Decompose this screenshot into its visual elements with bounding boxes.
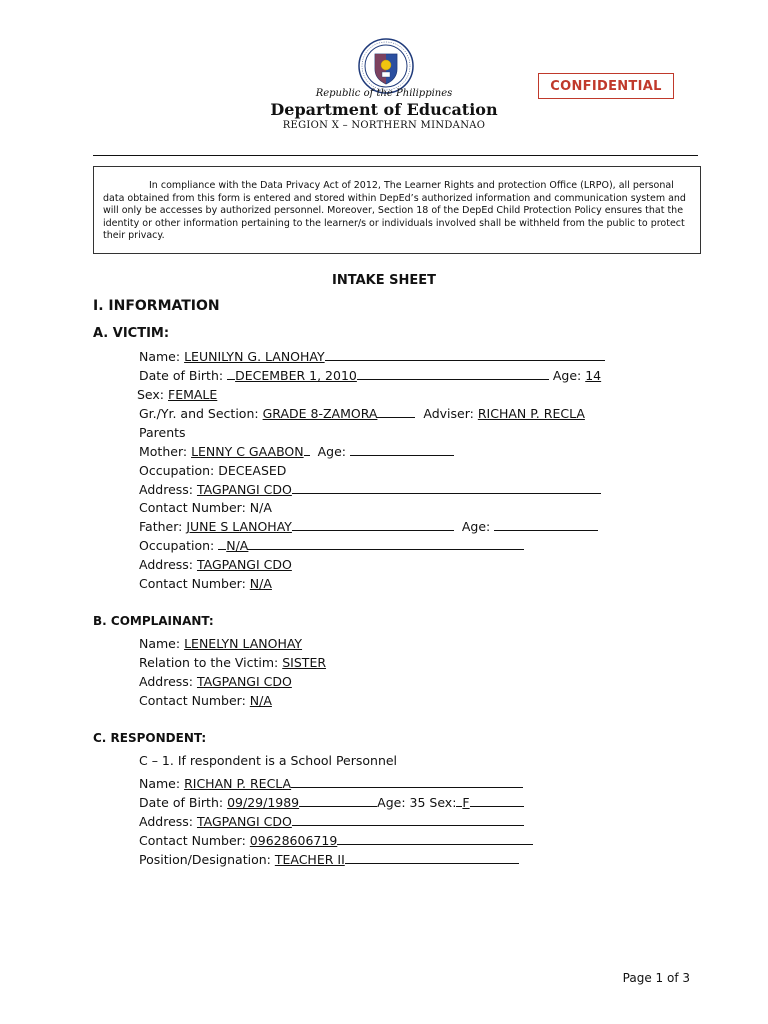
complainant-address-row bbox=[139, 674, 292, 689]
respondent-contact-value: 09628606719 bbox=[249, 833, 338, 848]
republic-label: Republic of the Philippines bbox=[315, 88, 453, 99]
field-label: Gr./Yr. and Section: bbox=[139, 406, 259, 421]
father-contact-value: N/A bbox=[249, 576, 272, 591]
page-number: Page 1 of 3 bbox=[622, 971, 690, 985]
respondent-address-row bbox=[139, 814, 524, 829]
victim-heading: A. VICTIM: bbox=[93, 326, 170, 341]
field-label: Address: bbox=[139, 674, 193, 689]
respondent-address-value: TAGPANGI CDO bbox=[196, 814, 292, 829]
fill-line bbox=[291, 776, 523, 788]
father-occupation-row bbox=[139, 538, 524, 553]
mother-contact-value: N/A bbox=[249, 500, 272, 515]
field-label: Address: bbox=[139, 814, 193, 829]
field-label: Age: bbox=[552, 368, 582, 383]
field-label: Occupation: bbox=[139, 463, 215, 478]
deped-seal-icon bbox=[358, 38, 414, 94]
field-label: Name: bbox=[139, 776, 181, 791]
field-label: Name: bbox=[139, 636, 181, 651]
complainant-address-value: TAGPANGI CDO bbox=[196, 674, 292, 689]
field-label: Age: bbox=[461, 519, 491, 534]
fill-line bbox=[248, 538, 524, 550]
section-information: I. INFORMATION bbox=[93, 298, 220, 314]
respondent-position-value: TEACHER II bbox=[274, 852, 345, 867]
fill-line bbox=[292, 814, 524, 826]
respondent-contact-row bbox=[139, 833, 533, 848]
victim-name-row bbox=[139, 349, 605, 364]
victim-age-value: 14 bbox=[585, 368, 602, 383]
father-occupation-value: N/A bbox=[226, 538, 249, 553]
field-label: Contact Number: bbox=[139, 576, 246, 591]
field-label: Sex: bbox=[429, 795, 457, 810]
fill-line bbox=[470, 795, 524, 807]
complainant-contact-row bbox=[139, 693, 272, 708]
mother-occupation-row bbox=[139, 463, 286, 478]
field-label: Adviser: bbox=[423, 406, 474, 421]
mother-address-row bbox=[139, 482, 601, 497]
fill-line bbox=[357, 368, 549, 380]
field-label: Address: bbox=[139, 557, 193, 572]
field-label: Father: bbox=[139, 519, 183, 534]
complainant-name-row bbox=[139, 636, 302, 651]
header-divider bbox=[93, 155, 698, 156]
fill-line bbox=[227, 368, 235, 380]
fill-line bbox=[299, 795, 377, 807]
department-name: Department of Education bbox=[270, 100, 498, 119]
father-contact-row bbox=[139, 576, 272, 591]
field-label: Age: bbox=[317, 444, 346, 459]
field-label: Contact Number: bbox=[139, 833, 246, 848]
mother-contact-row bbox=[139, 500, 272, 515]
complainant-contact-value: N/A bbox=[249, 693, 272, 708]
respondent-sex-value: F bbox=[462, 795, 470, 810]
complainant-heading: B. COMPLAINANT: bbox=[93, 614, 214, 628]
fill-line bbox=[292, 482, 601, 494]
father-row bbox=[139, 519, 598, 534]
respondent-name-value: RICHAN P. RECLA bbox=[184, 776, 292, 791]
complainant-relation-row bbox=[139, 655, 326, 670]
victim-dob-value: DECEMBER 1, 2010 bbox=[235, 368, 357, 383]
field-label: Address: bbox=[139, 482, 193, 497]
father-address-row bbox=[139, 557, 292, 572]
respondent-dob-row bbox=[139, 795, 524, 810]
field-label: Sex: bbox=[137, 387, 165, 402]
fill-line bbox=[337, 833, 533, 845]
field-label: Age: bbox=[377, 795, 406, 810]
mother-name-value: LENNY C GAABON bbox=[191, 444, 304, 459]
field-label: Date of Birth: bbox=[139, 795, 224, 810]
complainant-relation-value: SISTER bbox=[282, 655, 327, 670]
fill-line bbox=[377, 406, 415, 418]
victim-sex-row bbox=[137, 387, 217, 402]
victim-sex-value: FEMALE bbox=[168, 387, 218, 402]
respondent-subheading: C – 1. If respondent is a School Personnel bbox=[139, 753, 398, 768]
victim-dob-row bbox=[139, 368, 601, 383]
fill-line bbox=[292, 519, 454, 531]
father-name-value: JUNE S LANOHAY bbox=[186, 519, 292, 534]
field-label: Position/Designation: bbox=[139, 852, 271, 867]
privacy-notice-box bbox=[93, 166, 701, 254]
respondent-position-row bbox=[139, 852, 519, 867]
parents-label: Parents bbox=[139, 425, 186, 440]
field-label: Relation to the Victim: bbox=[139, 655, 279, 670]
privacy-notice-text: In compliance with the Data Privacy Act of 2012, The Learner Rights and protection Office (LRPO), all personal data obtained from this form is entered and stored within DepEd’s authorized information and communication system and will only be accesses by authorized personnel. Moreover, Section 18 of the DepEd Child Protection Policy ensures that the identity or other information pertaining to the learner/s or individuals involved shall be withheld from the public to protect their privacy. bbox=[103, 180, 686, 241]
form-title: INTAKE SHEET bbox=[332, 273, 436, 288]
field-label: Mother: bbox=[139, 444, 188, 459]
fill-line bbox=[304, 444, 310, 456]
respondent-name-row bbox=[139, 776, 523, 791]
mother-age-blank bbox=[350, 444, 454, 456]
confidential-stamp: CONFIDENTIAL bbox=[538, 73, 674, 99]
victim-section-row bbox=[139, 406, 585, 421]
field-label: Name: bbox=[139, 349, 181, 364]
mother-row bbox=[139, 444, 454, 459]
victim-adviser-value: RICHAN P. RECLA bbox=[477, 406, 585, 421]
fill-line bbox=[325, 349, 605, 361]
respondent-age-value: 35 bbox=[409, 795, 426, 810]
respondent-heading: C. RESPONDENT: bbox=[93, 731, 207, 745]
victim-name-value: LEUNILYN G. LANOHAY bbox=[184, 349, 325, 364]
mother-address-value: TAGPANGI CDO bbox=[196, 482, 292, 497]
victim-section-value: GRADE 8-ZAMORA bbox=[262, 406, 378, 421]
field-label: Contact Number: bbox=[139, 693, 246, 708]
field-label: Contact Number: bbox=[139, 500, 246, 515]
region-label: REGION X – NORTHERN MINDANAO bbox=[282, 120, 486, 131]
fill-line bbox=[345, 852, 519, 864]
complainant-name-value: LENELYN LANOHAY bbox=[184, 636, 303, 651]
mother-occupation-value: DECEASED bbox=[218, 463, 287, 478]
field-label: Occupation: bbox=[139, 538, 215, 553]
field-label: Date of Birth: bbox=[139, 368, 224, 383]
respondent-dob-value: 09/29/1989 bbox=[227, 795, 300, 810]
father-address-value: TAGPANGI CDO bbox=[196, 557, 292, 572]
father-age-blank bbox=[494, 519, 598, 531]
